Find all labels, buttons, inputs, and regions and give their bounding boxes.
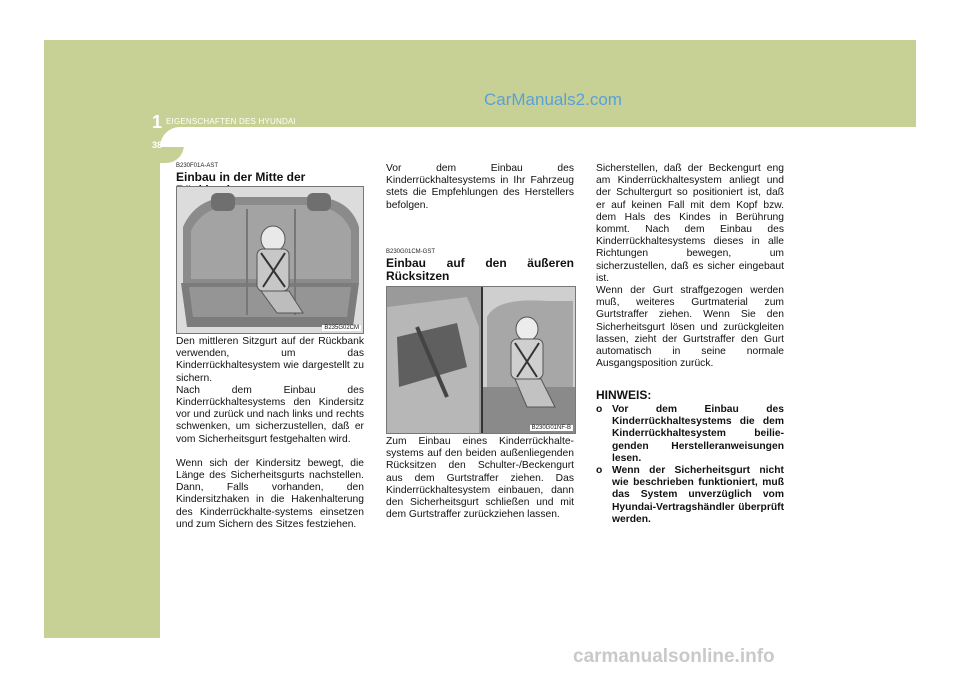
section1-text xyxy=(176,336,364,531)
chapter-title: EIGENSCHAFTEN DES HYUNDAI xyxy=(166,117,296,126)
section1-image-label: B235G02CM xyxy=(324,325,359,331)
section1-code: B230F01A-AST xyxy=(176,163,219,169)
section2-code: B230G01CM-GST xyxy=(386,249,436,255)
section2-image-label: B230G01NF-B xyxy=(531,425,571,431)
section1-heading: Einbau in der Mitte der xyxy=(176,170,306,184)
chapter-number: 1 xyxy=(152,112,163,132)
section1-para3: Wenn sich der Kindersitz bewegt, die Länge des Sicherheitsgurts nachstellen. Dann, Falls vorhanden, den Kindersitzhaken in die Hakenhalterung des Kinderrückhalte-systems einsetzen und zum Sichern des Sitzes festziehen. xyxy=(176,457,364,530)
section1-para1: Den mittleren Sitzgurt auf der Rückbank verwenden, um das Kinderrückhaltesystem wie dargestellt zu sichern. xyxy=(176,336,364,384)
hinweis-bullet xyxy=(596,404,784,465)
column-2-intro: Vor dem Einbau des Kinderrückhaltesystems in Ihr Fahrzeug stets die Empfehlungen des Herstellers befolgen. xyxy=(386,163,574,211)
watermark-bottom[interactable]: carmanualsonline.info xyxy=(573,646,775,667)
column-3-text xyxy=(596,163,784,370)
hinweis-title: HINWEIS: xyxy=(596,388,652,402)
bullet-marker: o xyxy=(596,404,603,415)
column3-para2: Wenn der Gurt straffgezogen werden muß, weiteres Gurtmaterial zum Gurtstraffer ziehen. Wenn Sie den Sicherheitsgurt lösen und zurückgleiten lassen, zieht der Gurtstraffer den Gurt automatisch in seine normale Ausgangsposition zurück. xyxy=(596,285,784,370)
outer-seat-photo xyxy=(386,286,576,434)
column3-para1: Sicherstellen, daß der Beckengurt eng am Kinderrückhaltesystem anliegt und der Schultergurt so positioniert ist, daß er auf keinen Fall mit dem Kopf bzw. dem Hals des Kindes in Berührung kommt. Nach dem Einbau des Kinderrückhaltesystems dieses in alle Richtungen bewegen, um sicherzustellen, daß es sicher eingebaut ist. xyxy=(596,163,784,284)
hinweis-bullet-text: Vor dem Einbau des Kinderrückhaltesystems die dem Kinderrückhaltesystem beilie-genden Herstelleranweisungen lesen. xyxy=(612,404,784,464)
seat-illustration xyxy=(177,187,363,333)
section2-heading: Einbau auf den äußeren Rücksitzen xyxy=(386,256,574,283)
hinweis-bullet-text: Wenn der Sicherheitsgurt nicht wie beschrieben funktioniert, muß das System unverzüglich vom Hyundai-Vertragshändler überprüft werden. xyxy=(612,465,784,525)
section2-para: Zum Einbau eines Kinderrückhalte-systems auf den beiden außenliegenden Rücksitzen den Schulter-/Beckengurt aus dem Gurtstraffer ziehen. Das Kinderrückhaltesystem einbauen, dann den Sicherheitsgurt schließen und mit dem Gurtstraffer zurückziehen lassen. xyxy=(386,436,574,521)
header-band xyxy=(44,40,916,127)
rear-bench-center-photo xyxy=(176,186,364,334)
watermark-top[interactable]: CarManuals2.com xyxy=(484,90,622,109)
hinweis-box xyxy=(596,388,784,526)
hinweis-bullet xyxy=(596,465,784,526)
outer-seat-illustration xyxy=(387,287,575,433)
page-number: 38 xyxy=(152,140,163,150)
section1-para2: Nach dem Einbau des Kinderrückhaltesystems den Kindersitz vor und zurück und nach links und rechts schwenken, um sicherzustellen, daß er vom Sicherheitsgurt festgehalten wird. xyxy=(176,384,364,445)
bullet-marker: o xyxy=(596,465,603,477)
section2-head xyxy=(386,249,574,283)
